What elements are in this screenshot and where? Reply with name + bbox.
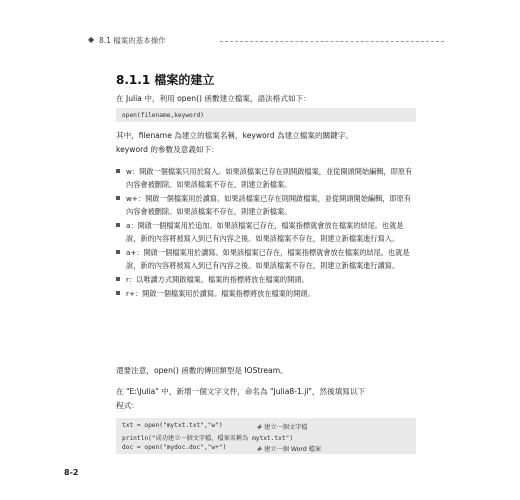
code-line: doc = open("mydoc.doc","w+") <box>122 444 227 451</box>
header-text: 8.1 檔案的基本操作 <box>99 36 166 45</box>
bullet-text: w+：開啟一個檔案用於讀寫。如果該檔案已存在則開啟檔案，並從開頭開始編輯，即原有內容會被刪除。如果該檔案不存在，則建立新檔案。 <box>126 194 412 216</box>
step-line-1: 在 "E:\Julia" 中，新增一個文字文件，命名為 "Julia8-1.jl"，然後填寫以下 <box>116 387 366 396</box>
square-bullet-icon <box>116 250 120 254</box>
square-bullet-icon <box>116 223 120 227</box>
square-bullet-icon <box>116 196 120 200</box>
square-bullet-icon <box>116 291 120 295</box>
square-bullet-icon <box>116 169 120 173</box>
code-comment: # 建立一個 Word 檔案 <box>257 446 322 453</box>
return-type-note: 還要注意，open() 函數的傳回類型是 IOStream。 <box>116 366 288 375</box>
bullet-text: w：開啟一個檔案只用於寫入。如果該檔案已存在則開啟檔案，並從開頭開始編輯，即原有內容會被刪除。如果該檔案不存在，則建立新檔案。 <box>126 167 413 189</box>
intro-paragraph: 在 Julia 中，利用 open() 函數建立檔案，語法格式如下： <box>116 94 311 103</box>
bullet-item-w-plus <box>116 192 416 218</box>
keyword-bullet-list <box>116 165 416 301</box>
program-code-box <box>116 418 416 454</box>
bullet-text: a+：開啟一個檔案用於讀寫。如果該檔案已存在，檔案指標就會放在檔案的結尾。也就是說，新的內容將被寫入到已有內容之後。如果該檔案不存在，則建立新檔案進行讀寫。 <box>126 248 410 270</box>
bullet-text: a：開啟一個檔案用於追加。如果該檔案已存在，檔案指標就會放在檔案的結尾。也就是說，新的內容將被寫入到已有內容之後。如果該檔案不存在，則建立新檔案進行寫入。 <box>126 221 404 243</box>
page-number: 8-2 <box>64 468 79 477</box>
bullet-text: r+：開啟一個檔案用於讀寫。檔案指標將放在檔案的開頭。 <box>126 289 315 298</box>
step-line-2: 程式： <box>116 401 139 410</box>
code-line: println("成功建立一個文字檔，檔案名稱為 mytxt.txt") <box>122 435 294 442</box>
square-bullet-icon <box>116 277 120 281</box>
syntax-code-box <box>116 108 416 122</box>
description-line-2: keyword 的參數及意義如下： <box>116 145 219 154</box>
syntax-code-line: open(filename,keyword) <box>122 112 204 119</box>
bullet-item-r-plus <box>116 287 416 300</box>
section-title: 8.1.1 檔案的建立 <box>116 73 215 87</box>
diamond-icon: ◆ <box>88 35 95 44</box>
description-line-1: 其中，filename 為建立的檔案名稱，keyword 為建立檔案的關鍵字。 <box>116 131 353 140</box>
code-comment: # 建立一個文字檔 <box>257 424 308 431</box>
bullet-item-a-plus <box>116 246 416 272</box>
header-dashed-rule <box>220 41 444 42</box>
bullet-item-r <box>116 273 416 286</box>
code-line: txt = open("mytxt.txt","w") <box>122 422 223 429</box>
bullet-item-a <box>116 219 416 245</box>
running-header <box>88 34 444 48</box>
bullet-item-w <box>116 165 416 191</box>
bullet-text: r：以唯讀方式開啟檔案。檔案的指標將放在檔案的開頭。 <box>126 275 309 284</box>
